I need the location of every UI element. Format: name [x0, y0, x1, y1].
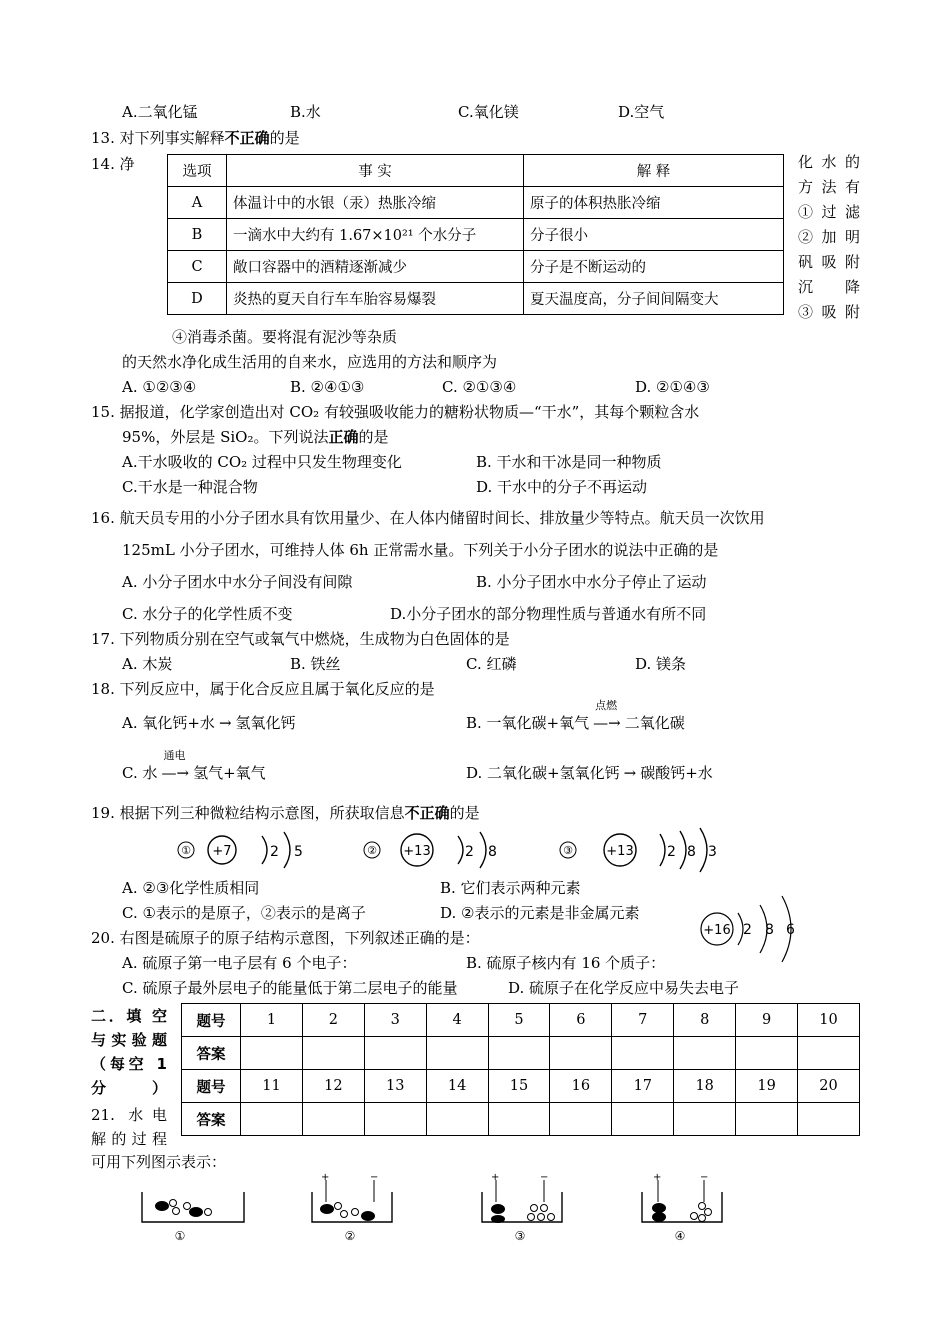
q15-option-d: D. 干水中的分子不再运动 [476, 478, 648, 496]
q15-option-b: B. 干水和干冰是同一种物质 [476, 453, 662, 471]
row-explain: 分子是不断运动的 [524, 251, 784, 283]
table-row: 答案 [182, 1103, 860, 1136]
svg-text:+13: +13 [606, 844, 634, 859]
table-row: 题号 1 2 3 4 5 6 7 8 9 10 [182, 1004, 860, 1037]
q14-line3: 的天然水净化成生活用的自来水，应选用的方法和顺序为 [122, 353, 498, 371]
table-row [168, 187, 784, 219]
answer-cell[interactable] [364, 1037, 426, 1070]
answer-cell[interactable] [426, 1037, 488, 1070]
q14-number: 14. 净 [91, 155, 135, 173]
svg-text:2: 2 [270, 844, 279, 860]
answer-cell[interactable] [488, 1037, 550, 1070]
q18-option-b: B. 一氧化碳+氧气 —→ 点燃 二氧化碳 [466, 699, 685, 732]
answer-cell[interactable] [241, 1037, 303, 1070]
svg-text:2: 2 [743, 922, 752, 938]
q20-option-a: A. 硫原子第一电子层有 6 个电子： [122, 954, 357, 972]
svg-text:③: ③ [514, 1229, 526, 1243]
q16-option-d: D.小分子团水的部分物理性质与普通水有所不同 [390, 605, 707, 623]
q13-stem: 13. 对下列事实解释不正确的是 [91, 129, 300, 147]
answer-cell[interactable] [736, 1103, 798, 1136]
svg-text:+16: +16 [703, 923, 731, 938]
answer-cell[interactable] [241, 1103, 303, 1136]
table-row [168, 219, 784, 251]
electrolysis-step-3 [482, 1172, 562, 1243]
svg-text:+: + [321, 1172, 330, 1183]
q15-line1: 15. 据报道，化学家创造出对 CO₂ 有较强吸收能力的糖粉状物质—“干水”，其每个颗粒含水 [91, 403, 700, 421]
svg-text:+13: +13 [403, 844, 431, 859]
q15-option-c: C.干水是一种混合物 [122, 478, 258, 496]
diagram-3 [560, 828, 717, 872]
q14-side-text: 化水的 方法有 ①过滤 ②加明 矾吸附 沉 降 ③吸附 [798, 153, 860, 321]
q12-option-a: A.二氧化锰 [122, 103, 198, 121]
q12-option-b: B.水 [290, 103, 321, 121]
answer-table [181, 1003, 860, 1136]
q18-option-d: D. 二氧化碳+氢氧化钙 → 碳酸钙+水 [466, 764, 713, 782]
electrolysis-step-2 [312, 1172, 392, 1243]
q21-intro: 21. 水电 解的过程 [91, 1106, 167, 1148]
q20-stem: 20. 右图是硫原子的原子结构示意图，下列叙述正确的是： [91, 929, 480, 947]
q19-option-b: B. 它们表示两种元素 [440, 879, 581, 897]
answer-cell[interactable] [736, 1037, 798, 1070]
q19-option-d: D. ②表示的元素是非金属元素 [440, 904, 640, 922]
row-explain: 原子的体积热胀冷缩 [524, 187, 784, 219]
electrolysis-diagrams [130, 1172, 730, 1250]
q18-stem: 18. 下列反应中，属于化合反应且属于氧化反应的是 [91, 680, 435, 698]
q16-line1: 16. 航天员专用的小分子团水具有饮用量少、在人体内储留时间长、排放量少等特点。航天员一次饮用 [91, 509, 765, 527]
q14-option-a: A. ①②③④ [122, 378, 197, 396]
answer-cell[interactable] [798, 1037, 860, 1070]
answer-cell[interactable] [550, 1037, 612, 1070]
q17-option-a: A. 木炭 [122, 655, 173, 673]
q19-stem: 19. 根据下列三种微粒结构示意图，所获取信息不正确的是 [91, 804, 480, 822]
q12-option-c: C.氧化镁 [458, 103, 519, 121]
answer-cell[interactable] [364, 1103, 426, 1136]
q17-option-d: D. 镁条 [635, 655, 687, 673]
q14-option-d: D. ②①④③ [635, 378, 710, 396]
col-fact: 事 实 [227, 155, 524, 187]
arrow-icon: → [218, 714, 232, 732]
atomic-structure-diagrams [170, 826, 730, 874]
q14-option-b: B. ②④①③ [290, 378, 365, 396]
q14-option-c: C. ②①③④ [442, 378, 517, 396]
q16-line2: 125mL 小分子团水，可维持人体 6h 正常需水量。下列关于小分子团水的说法中正确的是 [122, 541, 719, 559]
arrow-icon: —→ 通电 [161, 749, 190, 782]
svg-text:−: − [540, 1172, 549, 1183]
fact-table-header [168, 155, 784, 187]
row-explain: 夏天温度高，分子间间隔变大 [524, 283, 784, 315]
svg-text:②: ② [367, 844, 377, 857]
row-option: A [168, 187, 227, 219]
answer-cell[interactable] [612, 1103, 674, 1136]
answer-cell[interactable] [302, 1037, 364, 1070]
row-option: D [168, 283, 227, 315]
svg-text:②: ② [344, 1229, 356, 1243]
electrolysis-step-4 [642, 1172, 722, 1243]
q20-option-c: C. 硫原子最外层电子的能量低于第二层电子的能量 [122, 979, 458, 997]
svg-text:2: 2 [465, 844, 474, 860]
q18-option-c: C. 水 —→ 通电 氢气+氧气 [122, 749, 266, 782]
svg-text:−: − [700, 1172, 709, 1183]
q19-option-c: C. ①表示的是原子，②表示的是离子 [122, 904, 366, 922]
q14-line2: ④消毒杀菌。要将混有泥沙等杂质 [172, 328, 398, 346]
answer-cell[interactable] [674, 1037, 736, 1070]
answer-cell[interactable] [550, 1103, 612, 1136]
table-row: 题号 11 12 13 14 15 16 17 18 19 20 [182, 1070, 860, 1103]
q12-option-d: D.空气 [618, 103, 665, 121]
electrolysis-step-1 [142, 1192, 244, 1243]
q17-stem: 17. 下列物质分别在空气或氧气中燃烧，生成物为白色固体的是 [91, 630, 510, 648]
svg-text:①: ① [174, 1229, 186, 1243]
diagram-2 [364, 832, 497, 868]
svg-text:8: 8 [765, 922, 774, 938]
row-fact: 炎热的夏天自行车车胎容易爆裂 [227, 283, 524, 315]
table-row [168, 283, 784, 315]
q19-option-a: A. ②③化学性质相同 [122, 879, 260, 897]
svg-text:2: 2 [667, 844, 676, 860]
svg-text:8: 8 [687, 844, 696, 860]
sulfur-atom-diagram [698, 893, 808, 965]
q21-line3: 可用下列图示表示： [91, 1153, 227, 1171]
svg-text:+: + [653, 1172, 662, 1183]
q17-option-b: B. 铁丝 [290, 655, 341, 673]
svg-text:3: 3 [708, 844, 717, 860]
q16-option-c: C. 水分子的化学性质不变 [122, 605, 293, 623]
answer-cell[interactable] [798, 1103, 860, 1136]
q18-option-a: A. 氧化钙+水 → 氢氧化钙 [122, 714, 296, 732]
svg-text:6: 6 [786, 922, 795, 938]
q17-option-c: C. 红磷 [466, 655, 517, 673]
q20-option-d: D. 硫原子在化学反应中易失去电子 [508, 979, 740, 997]
q20-option-b: B. 硫原子核内有 16 个质子： [466, 954, 666, 972]
table-row: 答案 [182, 1037, 860, 1070]
row-fact: 一滴水中大约有 1.67×10²¹ 个水分子 [227, 219, 524, 251]
q16-option-b: B. 小分子团水中水分子停止了运动 [476, 573, 707, 591]
answer-cell[interactable] [674, 1103, 736, 1136]
answer-cell[interactable] [488, 1103, 550, 1136]
svg-text:+: + [491, 1172, 500, 1183]
svg-text:④: ④ [674, 1229, 686, 1243]
answer-cell[interactable] [612, 1037, 674, 1070]
table-row [168, 251, 784, 283]
q15-option-a: A.干水吸收的 CO₂ 过程中只发生物理变化 [122, 453, 402, 471]
svg-text:①: ① [181, 844, 191, 857]
diagram-1 [178, 832, 303, 868]
arrow-icon: —→ 点燃 [593, 699, 621, 732]
q16-option-a: A. 小分子团水中水分子间没有间隙 [122, 573, 353, 591]
row-option: B [168, 219, 227, 251]
q15-line2: 95%，外层是 SiO₂。下列说法正确的是 [122, 428, 389, 446]
svg-text:+7: +7 [212, 844, 232, 859]
answer-cell[interactable] [426, 1103, 488, 1136]
row-explain: 分子很小 [524, 219, 784, 251]
svg-text:③: ③ [563, 844, 573, 857]
answer-cell[interactable] [302, 1103, 364, 1136]
col-explain: 解 释 [524, 155, 784, 187]
svg-text:−: − [370, 1172, 379, 1183]
row-fact: 体温计中的水银（汞）热胀冷缩 [227, 187, 524, 219]
fact-table [167, 154, 784, 315]
col-option: 选项 [168, 155, 227, 187]
section2-heading: 二．填 空 与实验题 （每空 1 分） [91, 1007, 167, 1097]
svg-text:8: 8 [488, 844, 497, 860]
svg-text:5: 5 [294, 844, 303, 860]
arrow-icon: → [623, 764, 637, 782]
row-fact: 敞口容器中的酒精逐渐减少 [227, 251, 524, 283]
row-option: C [168, 251, 227, 283]
